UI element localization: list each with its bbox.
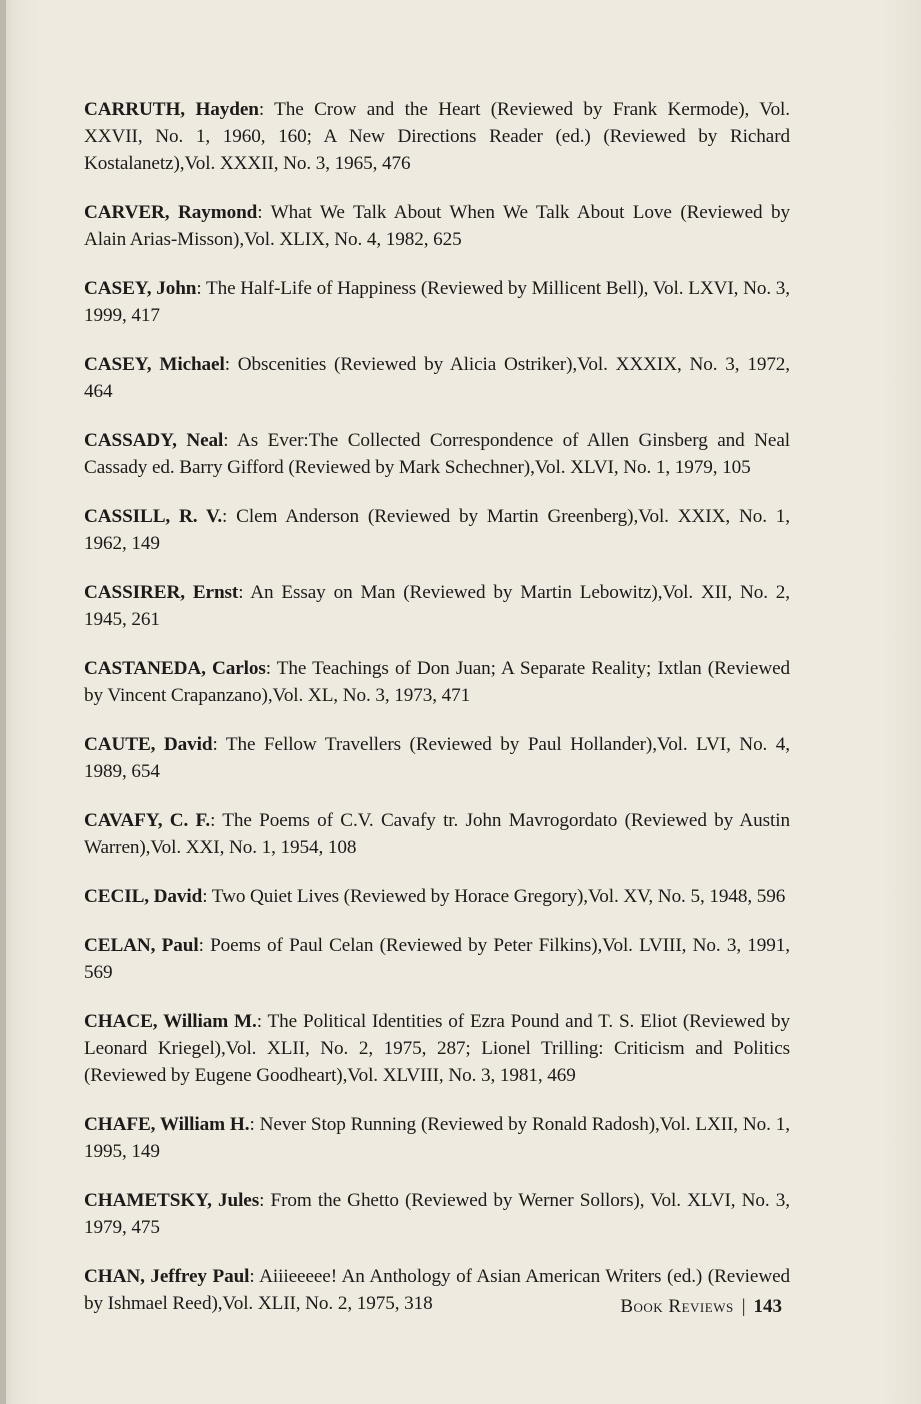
index-entry — [84, 932, 790, 986]
entry-author: CHAMETSKY, Jules — [84, 1190, 260, 1211]
entry-author: CECIL, David — [84, 886, 203, 907]
entry-author: CELAN, Paul — [84, 935, 199, 956]
index-entry — [84, 731, 790, 785]
footer-separator: | — [741, 1296, 746, 1317]
index-entry — [84, 579, 790, 633]
entry-author: CASSIRER, Ernst — [84, 582, 239, 603]
entry-author: CARVER, Raymond — [84, 202, 258, 223]
index-entry — [84, 1187, 790, 1241]
entry-details: : What We Talk About When We Talk About Love (Reviewed by Alain Arias-Misson),Vol. XLIX, No. 4, 1982, 625 — [84, 202, 791, 250]
entry-details: : The Political Identities of Ezra Pound and T. S. Eliot (Reviewed by Leonard Kriegel),Vol. XLII, No. 2, 1975, 287; Lionel Trilling: Criticism and Politics (Reviewed by Eugene Goodheart),Vol. XLVIII, No. 3, 1981, 469 — [84, 1011, 790, 1086]
entry-author: CASEY, Michael — [84, 354, 225, 375]
entry-details: : The Fellow Travellers (Reviewed by Paul Hollander),Vol. LVI, No. 4, 1989, 654 — [84, 734, 791, 782]
page-spine-shadow — [0, 0, 6, 1404]
entry-author: CAUTE, David — [84, 734, 213, 755]
page-number: 143 — [753, 1296, 782, 1317]
entry-author: CASTANEDA, Carlos — [84, 658, 266, 679]
entry-details: : Aiiieeeee! An Anthology of Asian American Writers (ed.) (Reviewed by Ishmael Reed),Vol. XLII, No. 2, 1975, 318 — [84, 1266, 791, 1314]
entry-details: : From the Ghetto (Reviewed by Werner Sollors), Vol. XLVI, No. 3, 1979, 475 — [84, 1190, 790, 1238]
index-entry — [84, 427, 790, 481]
entry-details: : An Essay on Man (Reviewed by Martin Lebowitz),Vol. XII, No. 2, 1945, 261 — [84, 582, 790, 630]
entry-details: : Two Quiet Lives (Reviewed by Horace Gregory),Vol. XV, No. 5, 1948, 596 — [202, 886, 786, 907]
index-entry — [84, 883, 790, 910]
index-entry — [84, 1111, 790, 1165]
entry-author: CASSADY, Neal — [84, 430, 224, 451]
entry-details: : The Teachings of Don Juan; A Separate Reality; Ixtlan (Reviewed by Vincent Crapanzano),Vol. XL, No. 3, 1973, 471 — [84, 658, 790, 706]
entry-details: : Poems of Paul Celan (Reviewed by Peter Filkins),Vol. LVIII, No. 3, 1991, 569 — [84, 935, 790, 983]
index-entry — [84, 275, 790, 329]
entry-author: CAVAFY, C. F. — [84, 810, 211, 831]
index-entry — [84, 1008, 790, 1089]
index-entry — [84, 351, 790, 405]
page-footer — [620, 1295, 782, 1319]
entry-details: : Clem Anderson (Reviewed by Martin Greenberg),Vol. XXIX, No. 1, 1962, 149 — [84, 506, 790, 554]
index-entry — [84, 807, 790, 861]
index-entry — [84, 199, 790, 253]
index-entry — [84, 503, 790, 557]
index-entry — [84, 655, 790, 709]
entry-details: : The Crow and the Heart (Reviewed by Frank Kermode), Vol. XXVII, No. 1, 1960, 160; A New Directions Reader (ed.) (Reviewed by Richard Kostalanetz),Vol. XXXII, No. 3, 1965, 476 — [84, 99, 790, 174]
entry-details: : The Poems of C.V. Cavafy tr. John Mavrogordato (Reviewed by Austin Warren),Vol. XXI, No. 1, 1954, 108 — [84, 810, 790, 858]
entry-author: CHAFE, William H. — [84, 1114, 250, 1135]
entry-author: CHACE, William M. — [84, 1011, 257, 1032]
entry-details: : The Half-Life of Happiness (Reviewed by Millicent Bell), Vol. LXVI, No. 3, 1999, 417 — [84, 278, 790, 326]
index-entry — [84, 96, 790, 177]
running-footer-section: Book Reviews — [620, 1296, 734, 1317]
entry-details: : As Ever:The Collected Correspondence of Allen Ginsberg and Neal Cassady ed. Barry Gifford (Reviewed by Mark Schechner),Vol. XLVI, No. 1, 1979, 105 — [84, 430, 790, 478]
entry-author: CASEY, John — [84, 278, 197, 299]
review-index-list — [84, 96, 790, 1339]
entry-author: CARRUTH, Hayden — [84, 99, 259, 120]
entry-details: : Obscenities (Reviewed by Alicia Ostriker),Vol. XXXIX, No. 3, 1972, 464 — [84, 354, 790, 402]
entry-details: : Never Stop Running (Reviewed by Ronald Radosh),Vol. LXII, No. 1, 1995, 149 — [84, 1114, 790, 1162]
entry-author: CASSILL, R. V. — [84, 506, 223, 527]
entry-author: CHAN, Jeffrey Paul — [84, 1266, 250, 1287]
